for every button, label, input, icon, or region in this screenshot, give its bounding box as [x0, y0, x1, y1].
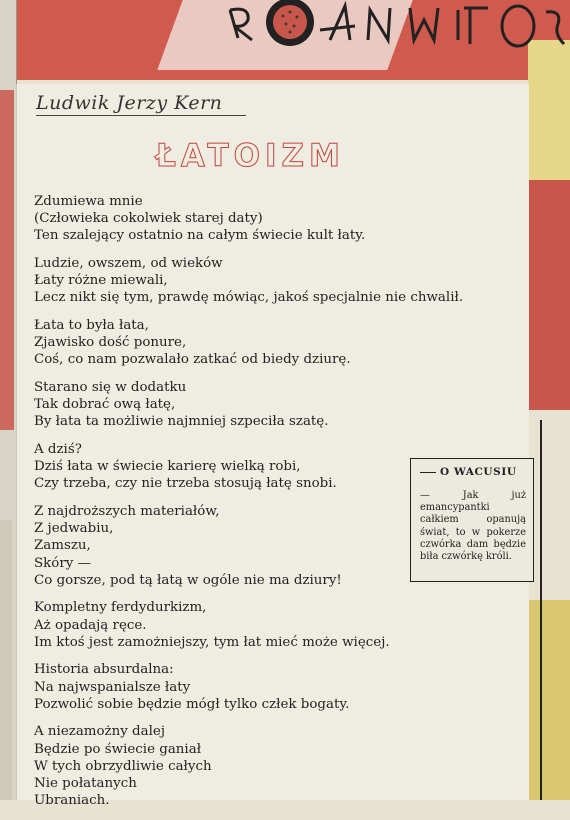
poem-line: Im ktoś jest zamożniejszy, tym łat mieć może więcej.: [34, 634, 390, 650]
stanza: [34, 317, 504, 369]
sidebox-title-rule: [420, 472, 436, 473]
poem-line: Łata to była łata,: [34, 318, 149, 333]
poem-line: Zdumiewa mnie: [34, 194, 143, 209]
poem-line: Kompletny ferdydurkizm,: [34, 600, 207, 616]
poem-line: Coś, co nam pozwalało zatkać od biedy dziurę.: [34, 352, 351, 368]
background-right-red: [528, 180, 570, 410]
poem-line: Ludzie, owszem, od wieków: [34, 256, 223, 271]
poem-line: Tak dobrać ową łatę,: [34, 397, 176, 413]
poem-line: Łaty różne miewali,: [34, 273, 168, 289]
poem-line: Na najwspanialsze łaty: [34, 679, 191, 695]
stanza: [34, 599, 504, 651]
stanza: [34, 193, 504, 245]
poem-line: Dziś łata w świecie karierę wielką robi,: [34, 459, 301, 475]
sidebox-title: O WACUSIU: [440, 466, 517, 478]
poem-line: By łata ta możliwie najmniej szpeciła szatę.: [34, 414, 329, 430]
sidebox-text: — Jak już emancypantki całkiem opanują świat, to w pokerze czwórka dam będzie biła czwórkę króli.: [420, 490, 526, 563]
background-right-yellow-lower: [528, 600, 570, 800]
poem-line: Historia absurdalna:: [34, 662, 174, 678]
poem-line: A niezamożny dalej: [34, 724, 165, 740]
stanza: [34, 661, 504, 713]
stanza: [34, 255, 504, 307]
poem-line: Nie połatanych: [34, 776, 137, 792]
poem-line: W tych obrzydliwie całych: [34, 758, 212, 774]
poem-line: Z jedwabiu,: [34, 521, 114, 537]
poem-line: Aż opadają ręce.: [34, 617, 147, 633]
header-decorative-lettering: [220, 0, 570, 80]
poem-line: (Człowieka cokolwiek starej daty): [34, 211, 263, 227]
poem-line: Z najdroższych materiałów,: [34, 504, 220, 519]
background-left-strip: [0, 520, 12, 800]
poem-line: Skóry —: [34, 555, 91, 571]
poem-line: Pozwolić sobie będzie mógł tylko człek bogaty.: [34, 696, 350, 712]
poem-line: A dziś?: [34, 442, 82, 457]
poem-line: Zamszu,: [34, 538, 91, 554]
background-right-line: [540, 420, 542, 800]
poem-line: Ten szalejący ostatnio na całym świecie kult łaty.: [34, 228, 366, 244]
background-left-red-strip: [0, 90, 14, 430]
poem-line: Zjawisko dość ponure,: [34, 335, 187, 351]
poem-line: Będzie po świecie ganiał: [34, 741, 202, 757]
stanza: [34, 723, 504, 809]
poem-line: Starano się w dodatku: [34, 380, 187, 395]
poem-line: Lecz nikt się tym, prawdę mówiąc, jakoś specjalnie nie chwalił.: [34, 290, 464, 306]
poem-line: Co gorsze, pod tą łatą w ogóle nie ma dziury!: [34, 572, 342, 588]
author-name: Ludwik Jerzy Kern: [36, 92, 246, 116]
article-title: ŁATOIZM: [156, 138, 345, 174]
poem-line: Ubraniach.: [34, 793, 110, 809]
stanza: [34, 379, 504, 431]
poem-line: Czy trzeba, czy nie trzeba stosują łatę snobi.: [34, 476, 337, 492]
